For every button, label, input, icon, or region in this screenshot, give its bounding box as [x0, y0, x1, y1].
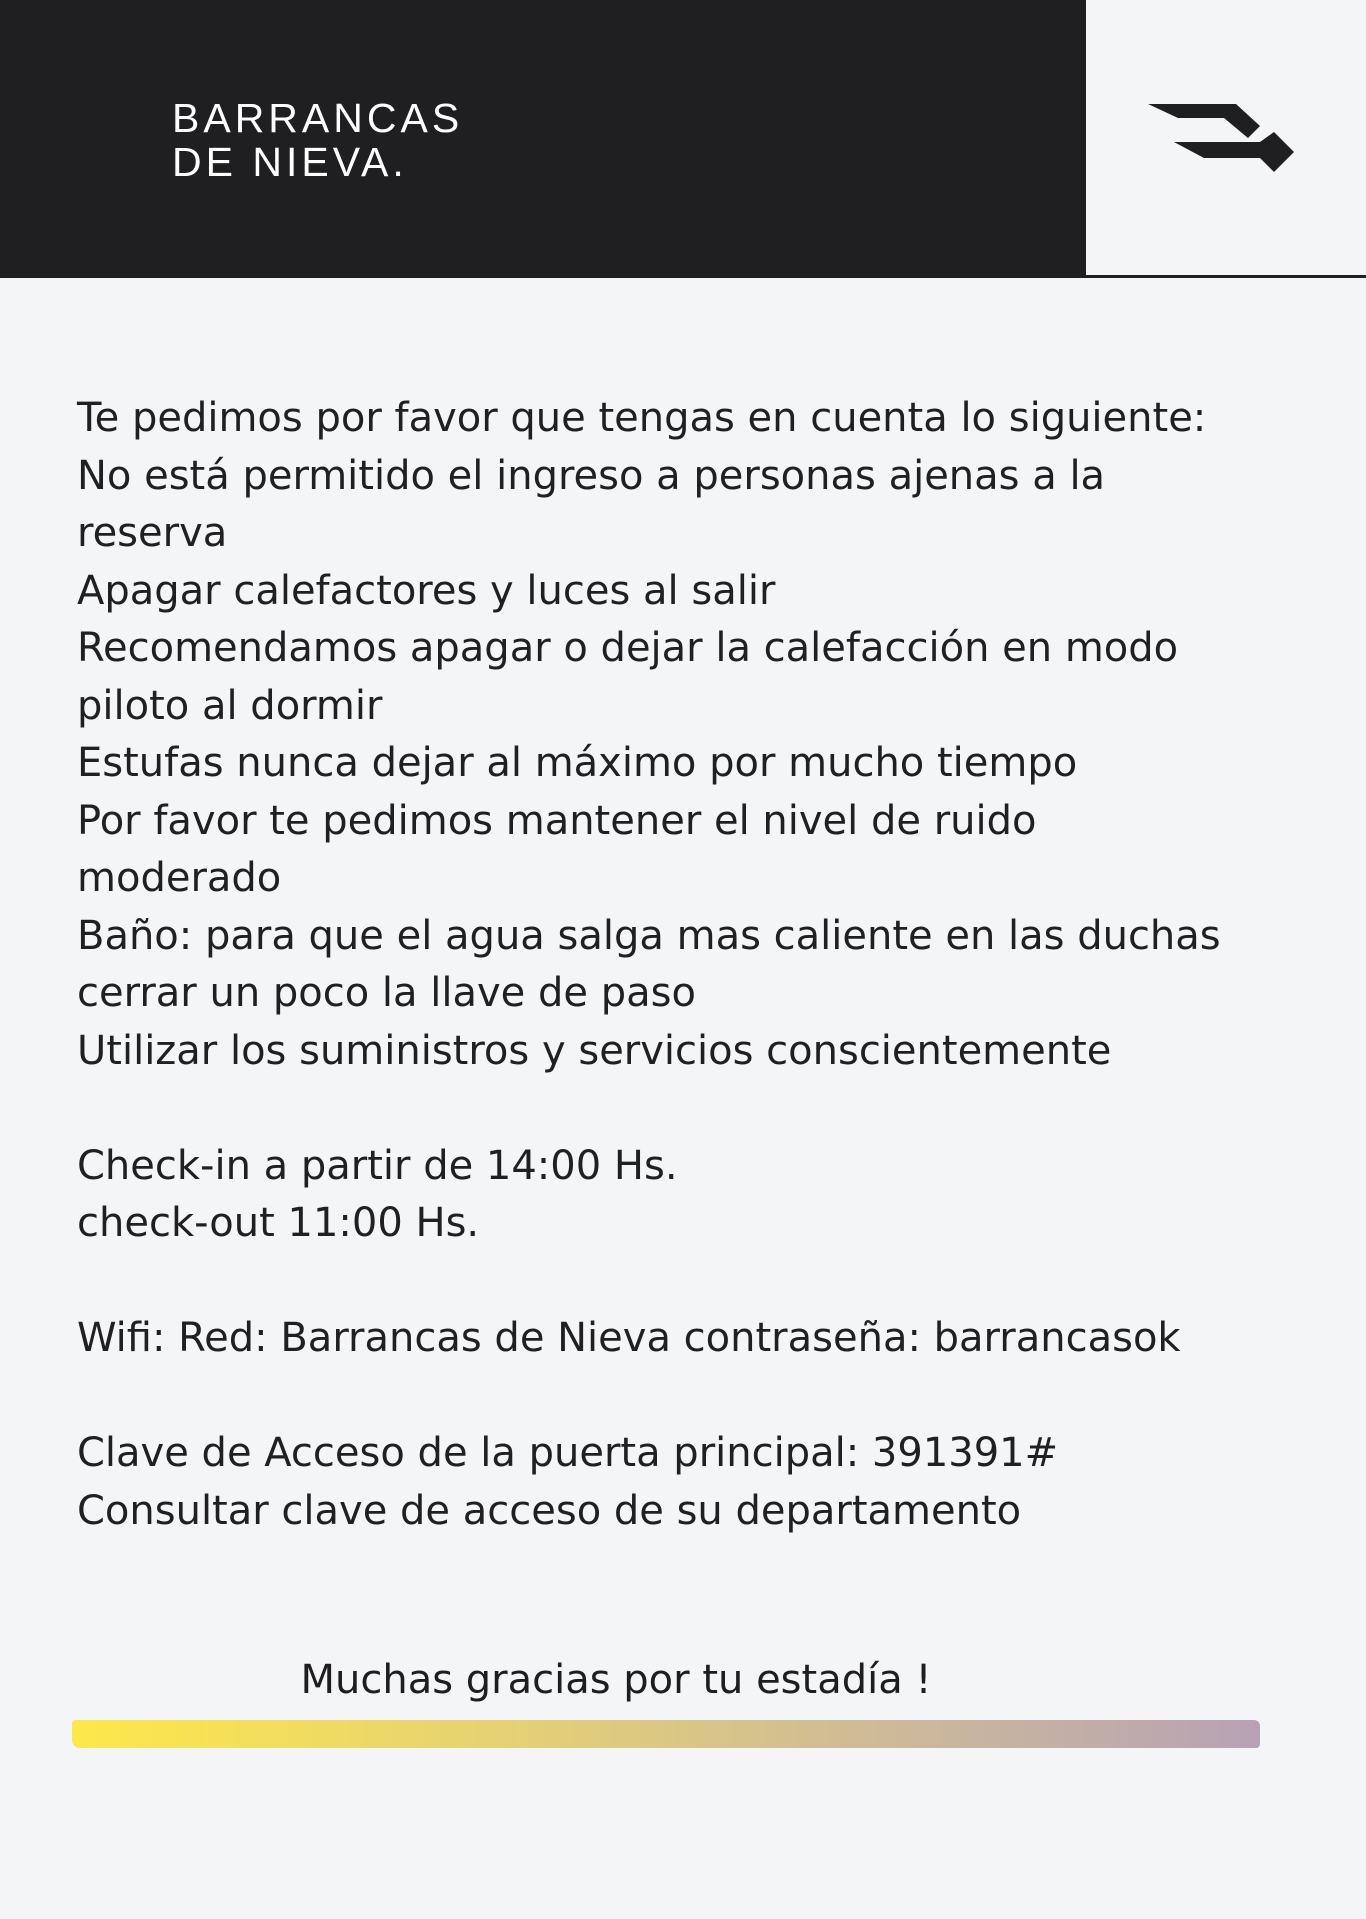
- spacer: [77, 1253, 1307, 1311]
- spacer: [77, 1080, 1307, 1138]
- rules-intro: Te pedimos por favor que tengas en cuenta lo siguiente:: [77, 395, 1207, 441]
- checkin-time: Check-in a partir de 14:00 Hs.: [77, 1142, 678, 1189]
- rule-item: piloto al dormir: [77, 682, 383, 729]
- brand-line-2: DE NIEVA.: [172, 139, 408, 185]
- house-rules-text: [77, 390, 1307, 1540]
- apartment-code-note: Consultar clave de acceso de su departamento: [77, 1487, 1022, 1534]
- brand-line-1: BARRANCAS: [172, 95, 464, 141]
- rule-item: Baño: para que el agua salga mas caliente en las duchas: [77, 912, 1221, 959]
- rule-item: reserva: [77, 510, 228, 556]
- rule-item: No está permitido el ingreso a personas ajenas a la: [77, 452, 1106, 499]
- header-divider: [1086, 275, 1366, 278]
- rule-item: Por favor te pedimos mantener el nivel de ruido: [77, 797, 1037, 844]
- rule-item: moderado: [77, 855, 282, 901]
- rule-item: Apagar calefactores y luces al salir: [77, 567, 776, 614]
- header-band: [0, 0, 1086, 278]
- main-door-code: Clave de Acceso de la puerta principal: 391391#: [77, 1430, 1059, 1476]
- thank-you-message: Muchas gracias por tu estadía !: [300, 1657, 932, 1703]
- gradient-underline: [72, 1720, 1260, 1748]
- brand-name: [172, 96, 463, 184]
- rule-item: Recomendamos apagar o dejar la calefacción en modo: [77, 625, 1179, 671]
- double-chevron-arrow-logo-icon: [1148, 102, 1296, 180]
- checkout-time: check-out 11:00 Hs.: [77, 1200, 480, 1246]
- rule-item: Estufas nunca dejar al máximo por mucho tiempo: [77, 740, 1078, 786]
- wifi-info: Wifi: Red: Barrancas de Nieva contraseña: barrancasok: [77, 1315, 1181, 1361]
- rule-item: Utilizar los suministros y servicios conscientemente: [77, 1027, 1112, 1074]
- spacer: [77, 1368, 1307, 1426]
- rule-item: cerrar un poco la llave de paso: [77, 970, 696, 1016]
